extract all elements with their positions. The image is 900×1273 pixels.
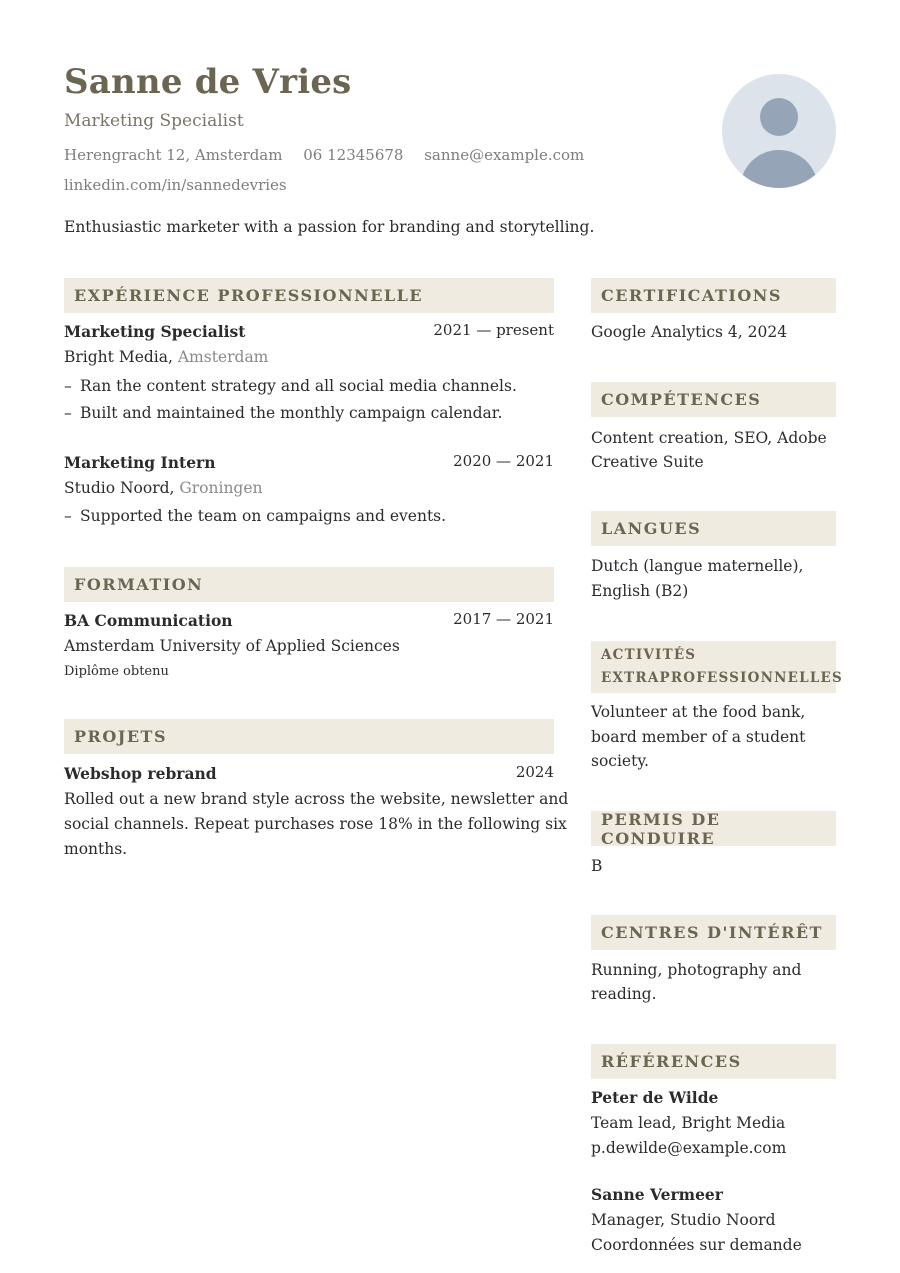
job-1-location: Amsterdam — [177, 348, 269, 366]
reference-1-role: Team lead, Bright Media — [591, 1114, 786, 1132]
address: Herengracht 12, Amsterdam — [64, 146, 283, 164]
reference-1-name: Peter de Wilde — [591, 1088, 719, 1107]
interests-line-2: reading. — [591, 985, 657, 1003]
activities-heading — [591, 641, 843, 693]
education-degree: BA Communication — [64, 611, 233, 630]
experience-heading: EXPÉRIENCE PROFESSIONNELLE — [64, 278, 554, 313]
job-1-dates: 2021 — present — [433, 321, 554, 339]
activities-heading-line-2: EXTRAPROFESSIONNELLES — [601, 670, 843, 686]
job-2-location: Groningen — [179, 479, 263, 497]
project-name: Webshop rebrand — [64, 764, 217, 783]
languages-line-1: Dutch (langue maternelle), — [591, 557, 804, 575]
avatar-body — [740, 150, 818, 188]
project-year: 2024 — [515, 763, 554, 781]
languages-heading: LANGUES — [591, 511, 836, 546]
education-note: Diplôme obtenu — [64, 664, 169, 679]
project-description-line-2: social channels. Repeat purchases rose 18% in the following six — [64, 815, 567, 833]
interests-line-1: Running, photography and — [591, 961, 802, 979]
linkedin-link: linkedin.com/in/sannedevries — [64, 176, 287, 194]
summary: Enthusiastic marketer with a passion for branding and storytelling. — [64, 218, 595, 236]
skills-line-2: Creative Suite — [591, 453, 704, 471]
projects-heading: PROJETS — [64, 719, 554, 754]
education-school: Amsterdam University of Applied Sciences — [64, 637, 400, 655]
job-1-role: Marketing Specialist — [64, 322, 246, 341]
project-description-line-1: Rolled out a new brand style across the website, newsletter and — [64, 790, 569, 808]
activities-line-1: Volunteer at the food bank, — [591, 703, 806, 721]
avatar-placeholder-icon — [722, 74, 836, 188]
job-2-company: Studio Noord, — [64, 479, 175, 497]
activities-line-3: society. — [591, 752, 649, 770]
phone: 06 12345678 — [303, 146, 404, 164]
candidate-title: Marketing Specialist — [64, 111, 244, 131]
avatar-head — [760, 98, 798, 136]
contact-line — [64, 146, 600, 164]
job-1-bullet-1: – Ran the content strategy and all social media channels. — [64, 377, 517, 395]
reference-2-contact: Coordonnées sur demande — [591, 1236, 802, 1254]
skills-line-1: Content creation, SEO, Adobe — [591, 429, 827, 447]
education-heading: FORMATION — [64, 567, 554, 602]
job-1-company: Bright Media, — [64, 348, 173, 366]
reference-1-contact: p.dewilde@example.com — [591, 1139, 787, 1157]
certifications-heading: CERTIFICATIONS — [591, 278, 836, 313]
job-2-dates: 2020 — 2021 — [453, 452, 554, 470]
candidate-name: Sanne de Vries — [64, 62, 352, 102]
references-heading: RÉFÉRENCES — [591, 1044, 836, 1079]
job-2-bullet-1: – Supported the team on campaigns and events. — [64, 507, 447, 525]
skills-heading: COMPÉTENCES — [591, 382, 836, 417]
certifications-text: Google Analytics 4, 2024 — [591, 323, 788, 341]
license-heading: PERMIS DE CONDUIRE — [591, 811, 836, 846]
project-description-line-3: months. — [64, 840, 128, 858]
reference-2-role: Manager, Studio Noord — [591, 1211, 776, 1229]
job-1-company-line — [64, 345, 268, 370]
job-2-role: Marketing Intern — [64, 453, 216, 472]
reference-2-name: Sanne Vermeer — [591, 1185, 723, 1204]
job-2-company-line — [64, 476, 263, 501]
education-dates: 2017 — 2021 — [453, 610, 554, 628]
activities-heading-line-1: ACTIVITÉS — [601, 647, 697, 663]
interests-heading: CENTRES D'INTÉRÊT — [591, 915, 836, 950]
activities-line-2: board member of a student — [591, 728, 806, 746]
languages-line-2: English (B2) — [591, 582, 689, 600]
email: sanne@example.com — [424, 146, 585, 164]
license-text: B — [591, 857, 603, 875]
job-1-bullet-2: – Built and maintained the monthly campaign calendar. — [64, 404, 503, 422]
